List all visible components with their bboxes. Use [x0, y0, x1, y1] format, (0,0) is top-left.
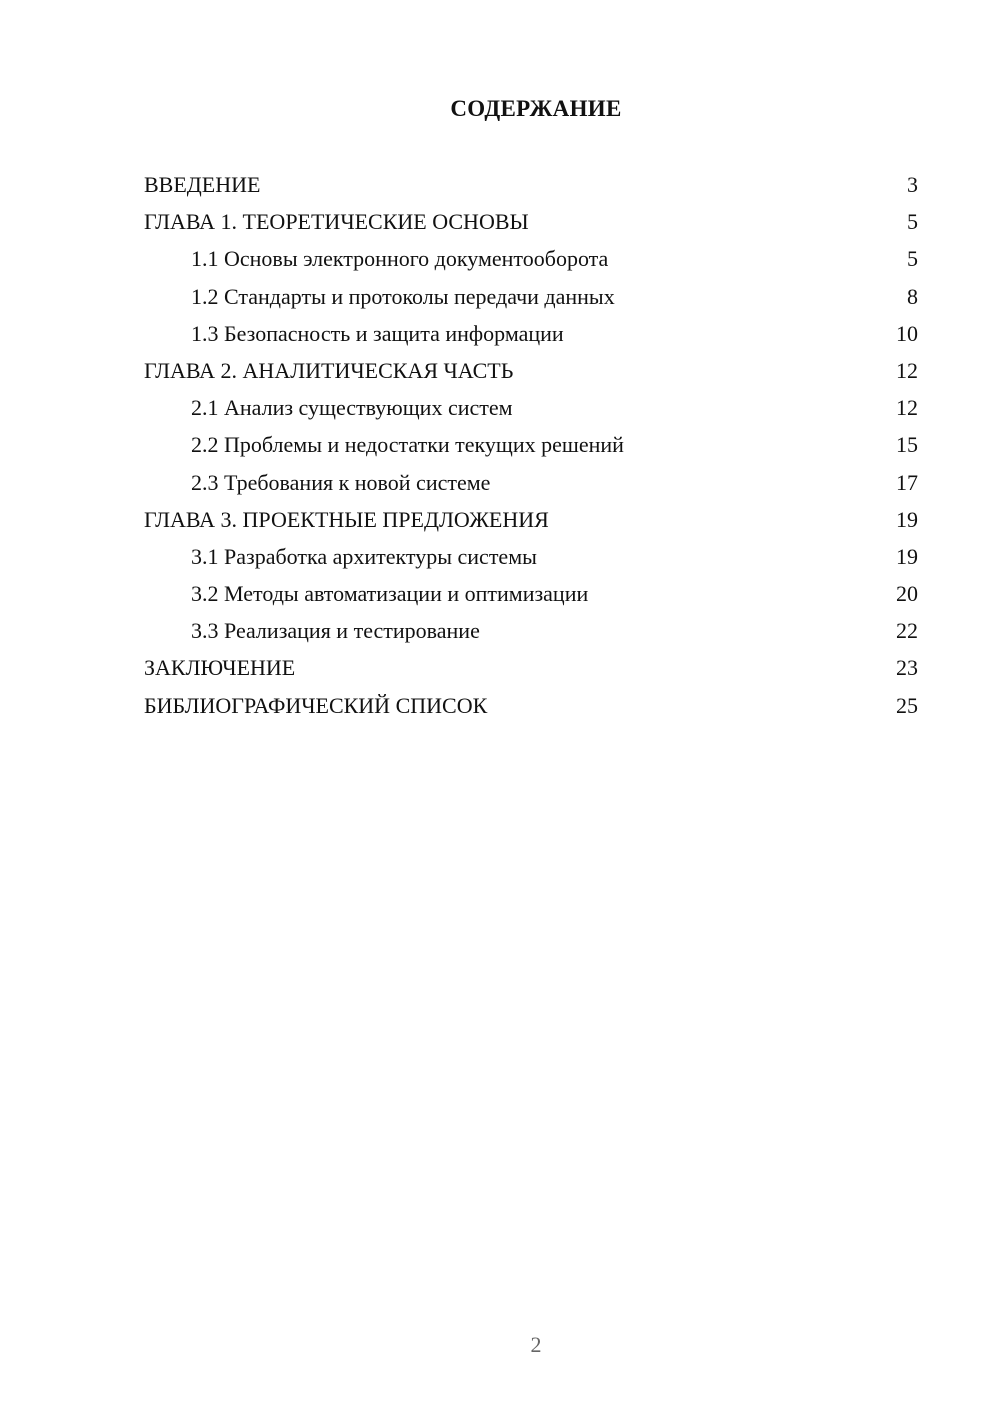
- toc-entry-title: 2.2 Проблемы и недостатки текущих решений: [191, 432, 624, 458]
- toc-subentry: [144, 612, 920, 649]
- toc-subentry: [144, 278, 920, 315]
- table-of-contents: [144, 166, 920, 724]
- toc-entry-page: 20: [896, 581, 918, 607]
- toc-entry: [144, 501, 920, 538]
- toc-entry-title: 3.3 Реализация и тестирование: [191, 618, 480, 644]
- toc-entry-title: 2.3 Требования к новой системе: [191, 469, 491, 495]
- toc-subentry: [144, 575, 920, 612]
- toc-entry-title: 1.3 Безопасность и защита информации: [191, 320, 564, 346]
- toc-subentry: [144, 464, 920, 501]
- toc-subentry: [144, 538, 920, 575]
- toc-entry-page: 22: [896, 618, 918, 644]
- toc-entry-title: ГЛАВА 2. АНАЛИТИЧЕСКАЯ ЧАСТЬ: [144, 357, 514, 383]
- page-number: 2: [530, 1332, 542, 1357]
- toc-entry-page: 12: [896, 357, 918, 383]
- toc-entry: [144, 203, 920, 240]
- toc-entry-page: 3: [907, 172, 918, 197]
- toc-entry-title: ГЛАВА 3. ПРОЕКТНЫЕ ПРЕДЛОЖЕНИЯ: [144, 506, 549, 532]
- toc-subentry: [144, 240, 920, 277]
- toc-entry-page: 19: [896, 506, 918, 532]
- page-title: СОДЕРЖАНИЕ: [450, 96, 622, 121]
- toc-entry-title: 1.2 Стандарты и протоколы передачи данных: [191, 283, 615, 309]
- toc-entry: [144, 166, 920, 203]
- toc-subentry: [144, 389, 920, 426]
- toc-entry-title: БИБЛИОГРАФИЧЕСКИЙ СПИСОК: [144, 692, 488, 718]
- toc-entry-title: 3.1 Разработка архитектуры системы: [191, 543, 537, 569]
- toc-entry-page: 12: [896, 395, 918, 421]
- toc-entry-page: 25: [896, 692, 918, 718]
- toc-entry: [144, 649, 920, 686]
- toc-entry-title: 2.1 Анализ существующих систем: [191, 395, 513, 421]
- toc-entry: [144, 352, 920, 389]
- toc-subentry: [144, 426, 920, 463]
- toc-entry: [144, 687, 920, 724]
- toc-entry-page: 5: [907, 209, 918, 235]
- toc-subentry: [144, 315, 920, 352]
- toc-entry-page: 10: [896, 320, 918, 346]
- toc-entry-page: 23: [896, 655, 918, 681]
- toc-entry-page: 5: [907, 246, 918, 272]
- toc-entry-title: ГЛАВА 1. ТЕОРЕТИЧЕСКИЕ ОСНОВЫ: [144, 209, 529, 235]
- toc-entry-title: 1.1 Основы электронного документооборота: [191, 246, 609, 272]
- toc-entry-page: 17: [896, 469, 918, 495]
- toc-entry-title: 3.2 Методы автоматизации и оптимизации: [191, 581, 589, 607]
- toc-entry-title: ВВЕДЕНИЕ: [144, 172, 261, 197]
- toc-entry-page: 15: [896, 432, 918, 458]
- toc-entry-page: 8: [907, 283, 918, 309]
- toc-entry-page: 19: [896, 543, 918, 569]
- toc-entry-title: ЗАКЛЮЧЕНИЕ: [144, 655, 296, 681]
